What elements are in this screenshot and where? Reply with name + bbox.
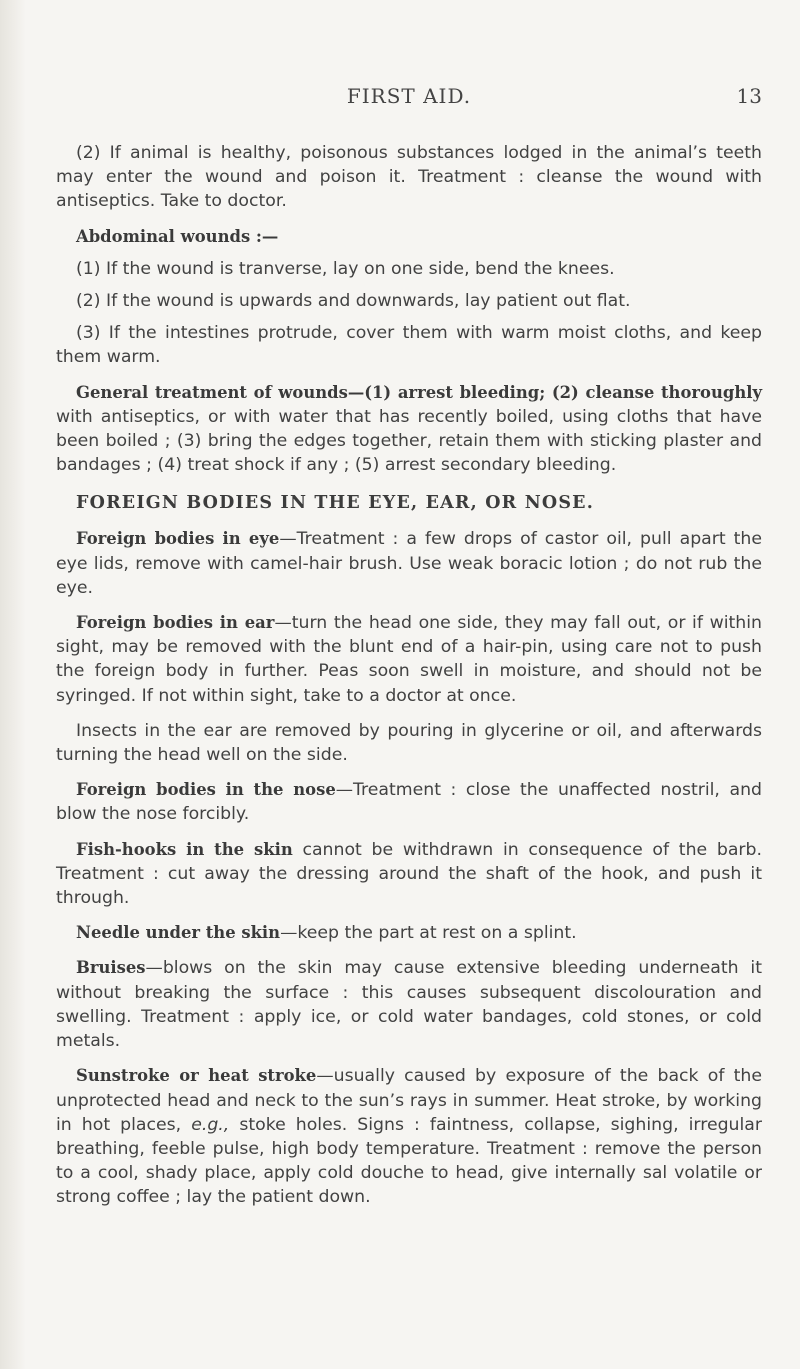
section-heading: FOREIGN BODIES IN THE EYE, EAR, OR NOSE. [76,493,595,514]
page-body [56,141,762,1221]
eye-paragraph [56,527,762,600]
ear-lead: Foreign bodies in ear [76,613,275,633]
paragraph-animal-teeth: (2) If animal is healthy, poisonous substances lodged in the animal’s teeth may enter the wound and poison it. Treatment : cleanse the wound with antiseptics. Take to doctor. [56,143,762,212]
eye-text: —Treatment : a few drops of castor oil, pull apart the eye lids, remove with camel-hair brush. Use weak boracic lotion ; do not rub the eye. [56,529,763,598]
bruises-paragraph [56,956,762,1053]
fish-hooks-text: cannot be withdrawn in consequence of the barb. Treatment : cut away the dressing around the shaft of the hook, and push it through. [56,839,762,909]
needle-lead: Needle under the skin [76,923,281,943]
page-number: 13 [736,84,762,108]
sunstroke-paragraph [56,1064,762,1209]
nose-paragraph [56,778,762,826]
general-treatment-paragraph [56,381,762,478]
bruises-lead: Bruises [76,958,146,978]
fish-hooks-lead: Fish-hooks in the skin [76,839,293,859]
sunstroke-text-2: stoke holes. Signs : faintness, collapse, sighing, irregular breathing, feeble pulse, high body temperature. Treatment : remove the person to a cool, shady place, apply cold douche to head, give internally sal volatile or strong coffee ; lay the patient down. [56,1114,762,1208]
ear-paragraph [56,611,762,708]
sunstroke-lead: Sunstroke or heat stroke [76,1066,317,1086]
abdominal-item-2: (2) If the wound is upwards and downwards, lay patient out flat. [76,291,631,312]
binding-shadow [0,0,26,1369]
bruises-text: —blows on the skin may cause extensive bleeding underneath it without breaking the surface : this causes subsequent discolouration and swelling. Treatment : apply ice, or cold water bandages, cold stones, or cold metals. [56,958,762,1052]
eye-lead: Foreign bodies in eye [76,529,280,549]
abdominal-item-1: (1) If the wound is tranverse, lay on one side, bend the knees. [76,258,615,279]
needle-text: —keep the part at rest on a splint. [280,923,577,944]
running-title: FIRST AID. [346,84,472,108]
sunstroke-eg: e.g., [191,1114,230,1135]
insects-paragraph: Insects in the ear are removed by pouring in glycerine or oil, and afterwards turning the head well on the side. [56,720,762,766]
abdominal-heading-paragraph [56,225,762,249]
abdominal-heading: Abdominal wounds :— [76,226,279,246]
fish-hooks-paragraph [56,838,762,911]
abdominal-item-3: (3) If the intestines protrude, cover them with warm moist cloths, and keep them warm. [56,323,762,368]
needle-paragraph [56,921,762,945]
nose-text: —Treatment : close the unaffected nostril, and blow the nose forcibly. [56,780,763,825]
general-treatment-lead: General treatment of wounds—(1) arrest bleeding; (2) cleanse thoroughly [76,382,762,402]
nose-lead: Foreign bodies in the nose [76,780,336,800]
running-head [56,84,762,112]
sunstroke-text-1: —usually caused by exposure of the back of the unprotected head and neck to the sun’s rays in summer. Heat stroke, by working in hot places, [56,1066,763,1135]
ear-text: —turn the head one side, they may fall out, or if within sight, may be removed with the blunt end of a hair-pin, using care not to push the foreign body in further. Peas soon swell in moisture, and should not be syringed. If not within sight, take to a doctor at once. [56,613,762,706]
general-treatment-text: with antiseptics, or with water that has recently boiled, using cloths that have been boiled ; (3) bring the edges together, retain them with sticking plaster and bandages ; (4) treat shock if any ; (5) arrest secondary bleeding. [56,406,762,476]
